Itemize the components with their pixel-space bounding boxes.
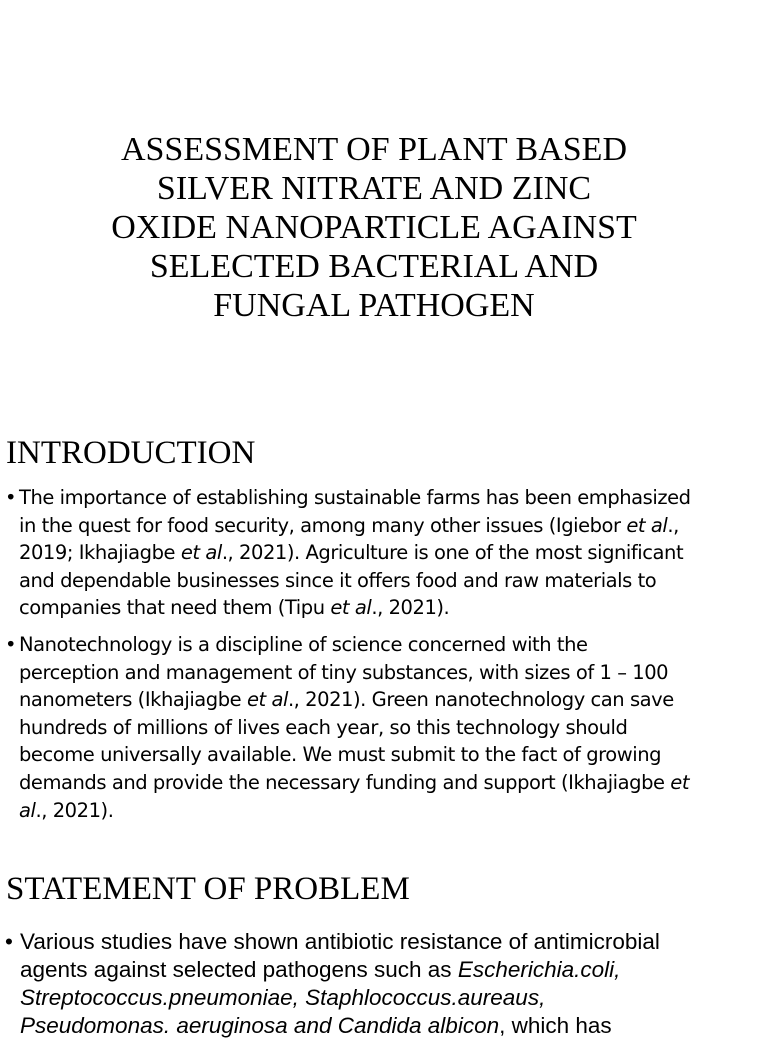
text-segment: , which has [499,1013,612,1038]
text-segment: Various studies have shown antibiotic resistance of antimicrobial [20,929,660,954]
text-segment: ., 2021). [35,798,114,822]
introduction-heading: INTRODUCTION [6,435,256,471]
title-line: ASSESSMENT OF PLANT BASED [120,131,628,168]
bullet-text-line [20,956,768,984]
text-segment: companies that need them (Tipu [19,596,331,620]
bullet-text-line [19,769,768,797]
bullet-text-line [19,714,768,742]
title-line: SELECTED BACTERIAL AND [149,248,599,285]
bullet-text-line [19,512,768,540]
text-segment: perception and management of tiny substances, with sizes of 1 – 100 [19,660,669,684]
bullet-text-line [19,797,768,825]
title-line: FUNGAL PATHOGEN [213,287,535,324]
italic-text: et al [180,541,222,565]
text-segment: ., 2021). [371,596,450,620]
text-segment: Nanotechnology is a discipline of science concerned with the [19,632,588,656]
bullet-text-line [19,686,768,714]
text-segment: agents against selected pathogens such as [20,957,458,982]
text-segment: demands and provide the necessary funding and support (Ikhajiagbe [19,770,671,794]
title-line: SILVER NITRATE AND ZINC [156,170,592,207]
italic-text: Pseudomonas. aeruginosa and Candida albicon [20,1013,500,1038]
bullet-text-line [19,567,768,595]
bullet-text-line [19,741,768,769]
statement-of-problem-heading: STATEMENT OF PROBLEM [6,871,410,907]
italic-text: al [19,798,36,822]
bullet-item [0,484,768,622]
bullet-text-line [19,484,768,512]
text-segment: in the quest for food security, among many other issues (Igiebor [19,513,627,537]
text-segment: nanometers (Ikhajiagbe [19,688,247,712]
bullet-marker: • [5,486,17,509]
italic-text: Streptococcus.pneumoniae, Staphlococcus.aureaus, [20,985,546,1010]
text-segment: and dependable businesses since it offers food and raw materials to [19,568,657,592]
bullet-text-line [20,928,768,956]
bullet-marker: • [5,929,13,954]
text-segment: ., 2021). Green nanotechnology can save [287,688,674,712]
text-segment: become universally available. We must submit to the fact of growing [19,743,662,767]
bullet-marker: • [5,632,17,656]
italic-text: et [670,770,690,794]
bullet-text-line [19,594,768,622]
bullet-text-line [19,659,768,687]
bullet-text-line [20,1012,768,1040]
text-segment: The importance of establishing sustainable farms has been emphasized [19,486,691,509]
bullet-text-line [19,539,768,567]
statement-of-problem-bullet-list [0,928,768,1040]
bullet-text-line [19,631,768,659]
introduction-bullet-list [0,484,768,833]
italic-text: Escherichia.coli, [457,957,621,982]
text-segment: ., [667,513,679,537]
title-line: OXIDE NANOPARTICLE AGAINST [111,209,637,246]
document-title [60,130,688,325]
bullet-item [0,928,768,1040]
text-segment: ., 2021). Agriculture is one of the most significant [221,541,684,565]
bullet-text-line [20,984,768,1012]
text-segment: 2019; Ikhajiagbe [19,541,181,565]
italic-text: et al [330,596,372,620]
italic-text: et al [626,513,668,537]
italic-text: et al [246,688,288,712]
text-segment: hundreds of millions of lives each year, so this technology should [19,715,628,739]
bullet-item [0,631,768,824]
